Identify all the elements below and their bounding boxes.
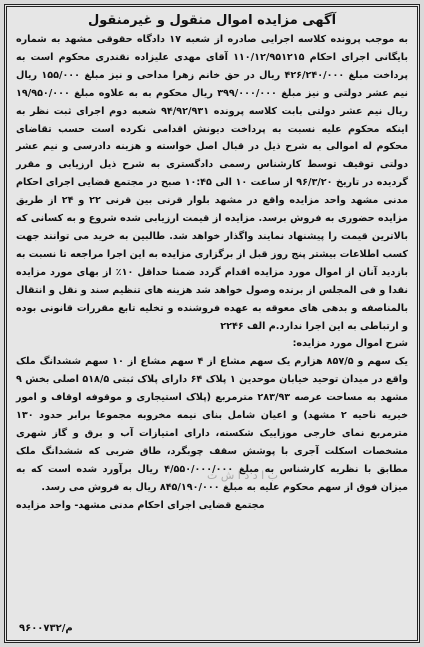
watermark: ب ا د د ا ش ت: [207, 469, 279, 482]
notice-body-paragraph: به موجب پرونده کلاسه اجرایی صادره از شعبه ۱۷ دادگاه حقوقی مشهد به شماره بایگانی اجرای احکام ۱۱۰/۱۲/۹۵۱۲۱۵ آقای مهدی علیزاده نقندری محکوم است به پرداخت مبلغ ۴۲۶/۲۴۰/۰۰۰ ریال در حق خانم زهرا مداحی و نیز مبلغ ۱۵۵/۰۰۰ ریال نیم عشر دولتی و نیز مبلغ ۳۹۹/۰۰۰/۰۰۰ ریال محکوم به به علاوه مبلغ ۱۹/۹۵۰/۰۰۰ ریال نیم عشر دولتی بابت کلاسه پرونده ۹۴/۹۲/۹۳۱ شعبه دوم اجرای ثبت نظر به اینکه محکوم علیه نسبت به پرداخت دیونش اقدامی نکرده است حسب تقاضای محکوم له اموالی به شرح ذیل در قبال اصل خواسته و هزینه دادرسی و نیم عشر دولتی توقیف توسط کارشناس رسمی دادگستری به شرح ذیل ارزیابی و مقرر گردیده در تاریخ ۹۶/۳/۲۰ از ساعت ۱۰ الی ۱۰:۴۵ صبح در مجتمع قضایی اجرای احکام مدنی مشهد واحد مزایده واقع در مشهد بلوار قرنی بین قرنی ۲۲ و ۲۴ از طریق مزایده حضوری به فروش برسد. مزایده از قیمت ارزیابی شده شروع و به کسانی که بالاترین قیمت را پیشنهاد نمایند واگذار خواهد شد. طالبین به خرید می توانند جهت کسب اطلاعات بیشتر پنج روز قبل از برگزاری مزایده به این اجرا مراجعه تا نسبت به بازدید آنان از اموال مورد مزایده اقدام گردد ضمنا حداقل ۱۰٪ از بهای مورد مزایده نقدا و فی المجلس از برنده وصول خواهد شد هزینه های تنظیم سند و نقل و انتقال بالمناصفه و بدهی های معوقه به عهده فروشنده و تخلیه تابع مقررات قانونی بوده و ارتباطی به این اجرا ندارد.م الف ۲۲۴۶: [16, 34, 409, 332]
notice-title: آگهی مزایده اموال منقول و غیرمنقول: [87, 13, 337, 28]
property-description-paragraph: یک سهم و ۸۵۷/۵ هزارم یک سهم مشاع از ۴ سهم مشاع از ۱۰ سهم ششدانگ ملک واقع در میدان توحید خیابان موحدین ۱ پلاک ۶۴ دارای پلاک ثبتی ۵۱۸/۵ اصلی بخش ۹ مشهد به مساحت عرصه ۲۸۳/۹۳ مترمربع (پلاک استیجاری و موقوفه اوقاف و امور خیریه ناحیه ۲ مشهد) و اعیان شامل بنای نیمه مخروبه مجموعا برابر حدود ۱۳۰ مترمربع نمای خارجی موزاییک شکسته، دارای امتیازات آب و برق و گاز شهری مشخصات اسکلت آجری با پوشش سقف چوبگرد، طاق ضربی که ششدانگ ملک مطابق با نظریه کارشناس به مبلغ ۴/۵۵۰/۰۰۰/۰۰۰ ریال برآورد شده است که به میزان فوق از سهم محکوم علیه به مبلغ ۸۴۵/۱۹۰/۰۰۰ ریال به فروش می رسد.: [16, 356, 409, 493]
issuer-signature-line: مجتمع قضایی اجرای احکام مدنی مشهد- واحد مزایده: [16, 499, 265, 511]
auction-notice: [4, 4, 420, 643]
property-description-heading: شرح اموال مورد مزایده:: [292, 338, 408, 350]
notice-code: م/۹۶۰۰۷۳۲: [19, 623, 73, 634]
